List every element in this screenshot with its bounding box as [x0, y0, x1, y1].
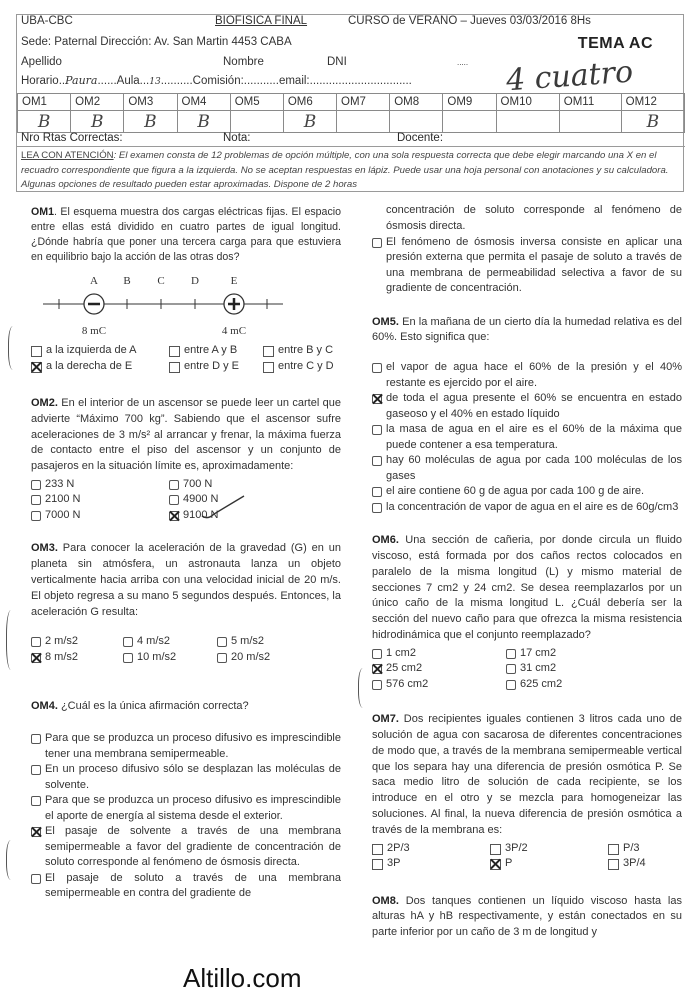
checkbox[interactable]	[372, 844, 383, 855]
checkbox[interactable]	[372, 238, 382, 248]
checkbox[interactable]	[123, 637, 133, 647]
grid-col-om2: OM2	[71, 94, 124, 111]
tema-label: TEMA AC	[577, 35, 653, 52]
handwritten-grade: 4 cuatro	[504, 54, 635, 99]
question-om8-body: Dos tanques contienen un líquido viscoso hasta las alturas hA y hB respectivamente, y están conectados en su parte inferior por un caño de 3 m de longitud y	[372, 894, 682, 939]
exam-title: BIOFISICA FINAL	[215, 15, 308, 27]
horario-label: Horario..	[21, 75, 66, 87]
grid-answer-om1[interactable]: B	[18, 111, 71, 133]
option[interactable]: el aire contiene 60 g de agua por cada 100 g de aire.	[372, 484, 682, 500]
apellido-label: Apellido	[21, 56, 62, 68]
option[interactable]: En un proceso difusivo sólo se desplazan las moléculas de solvente.	[31, 762, 341, 793]
watermark: Altillo.com	[183, 963, 302, 993]
option[interactable]: 7000 N	[31, 508, 159, 524]
dni-label: DNI	[327, 56, 347, 68]
question-om6-options	[372, 646, 682, 693]
question-om7-text	[372, 712, 682, 838]
option-selected[interactable]: El pasaje de solvente a través de una membrana semipermeable a favor del gradiente de concentración de soluto corresponde al fenómeno de ósmosis directa.	[31, 824, 341, 871]
grid-col-om3: OM3	[124, 94, 177, 111]
checkbox[interactable]	[31, 480, 41, 490]
checkbox-checked[interactable]	[372, 664, 382, 674]
grid-col-om6: OM6	[283, 94, 336, 111]
grid-answer-om6[interactable]: B	[283, 111, 336, 133]
checkbox[interactable]	[608, 844, 619, 855]
checkbox[interactable]	[31, 495, 41, 505]
option-selected[interactable]: 8 m/s2	[31, 650, 113, 666]
checkbox-checked[interactable]	[490, 859, 501, 870]
handwritten-bracket	[8, 326, 20, 370]
charge-line-diagram	[31, 271, 321, 349]
option-selected[interactable]: 25 cm2	[372, 661, 496, 677]
option[interactable]: Para que se produzca un proceso difusivo es imprescindible el aporte de energía al sistema desde el exterior.	[31, 793, 341, 824]
question-om4	[31, 699, 341, 901]
checkbox[interactable]	[506, 649, 516, 659]
checkbox-checked[interactable]	[169, 511, 179, 521]
institution: UBA-CBC	[21, 15, 73, 27]
sede-address: Sede: Paternal Dirección: Av. San Martin 4453 CABA	[21, 36, 292, 48]
question-om2-options	[31, 477, 341, 524]
point-label-d: D	[191, 275, 199, 287]
question-om3-options	[31, 634, 341, 665]
score-row	[17, 132, 685, 147]
point-label-a: A	[90, 275, 98, 287]
notice-body: : El examen consta de 12 problemas de opción múltiple, con una sola respuesta correcta que debe elegir marcando una X en el recuadro correspondiente que figura a la izquierda. No se aceptan respuestas en lápiz. Puede usar una hoja personal con anotaciones y su calculadora. Algunas opciones de resultado pueden estar aproximadas. Dispone de 2 horas	[21, 150, 669, 190]
question-om3-label: OM3.	[31, 542, 58, 555]
option[interactable]: 2100 N	[31, 492, 159, 508]
charge-diagram	[31, 271, 341, 349]
notice-lead: LEA CON ATENCIÓN	[21, 150, 114, 161]
option[interactable]: El fenómeno de ósmosis inversa consiste en aplicar una presión externa que permita el pasaje de soluto a través de una membrana de permeabilidad selectiva a favor de su gradiente de concentración.	[372, 235, 682, 297]
handwritten-bracket	[6, 840, 18, 880]
checkbox[interactable]	[169, 480, 179, 490]
option[interactable]: 1 cm2	[372, 646, 496, 662]
right-column	[372, 203, 682, 955]
checkbox[interactable]	[31, 346, 42, 357]
point-label-b: B	[123, 275, 131, 287]
grid-answer-om8[interactable]	[390, 111, 443, 133]
question-om7-options	[372, 841, 682, 872]
checkbox[interactable]	[169, 495, 179, 505]
charge-right-value: 4 mC	[221, 325, 247, 337]
instructions-notice	[17, 148, 685, 194]
question-om1-label: OM1	[31, 206, 54, 218]
checkbox-checked[interactable]	[31, 827, 41, 837]
option[interactable]: 20 m/s2	[217, 650, 307, 666]
grid-col-om7: OM7	[337, 94, 390, 111]
grid-answer-om12[interactable]: B	[621, 111, 684, 133]
docente-label: Docente:	[397, 132, 444, 144]
question-om5-text	[372, 315, 682, 347]
checkbox[interactable]	[372, 487, 382, 497]
grid-answer-om11[interactable]	[559, 111, 621, 133]
option-selected[interactable]: P	[490, 856, 598, 872]
checkbox[interactable]	[372, 456, 382, 466]
point-label-c: C	[157, 275, 165, 287]
question-om5-options	[372, 360, 682, 515]
checkbox[interactable]	[372, 425, 382, 435]
option-selected[interactable]: a la derecha de E	[31, 359, 159, 375]
option[interactable]: entre C y D	[263, 359, 353, 375]
grid-col-om10: OM10	[496, 94, 559, 111]
option[interactable]: la concentración de vapor de agua en el aire es de 60g/cm3	[372, 500, 682, 516]
checkbox[interactable]	[123, 653, 133, 663]
checkbox[interactable]	[490, 844, 501, 855]
answer-grid-header	[18, 94, 685, 111]
question-om4-continued	[372, 203, 682, 297]
option[interactable]: entre A y B	[169, 343, 253, 359]
grid-col-om12: OM12	[621, 94, 684, 111]
question-om4-options	[31, 731, 341, 902]
nombre-label: Nombre	[223, 56, 264, 68]
question-om2	[31, 396, 341, 523]
option[interactable]: entre D y E	[169, 359, 253, 375]
checkbox[interactable]	[31, 637, 41, 647]
option-selected[interactable]: de toda el agua presente el 60% se encuentra en estado gaseoso y el 40% en estado líquido	[372, 391, 682, 422]
question-om5	[372, 315, 682, 516]
option[interactable]: 5 m/s2	[217, 634, 307, 650]
nota-label: Nota:	[223, 132, 251, 144]
option[interactable]: 700 N	[169, 477, 309, 493]
question-om1-text	[31, 205, 341, 265]
option[interactable]: 31 cm2	[506, 661, 646, 677]
checkbox[interactable]	[372, 363, 382, 373]
grid-answer-om10[interactable]	[496, 111, 559, 133]
option[interactable]: Para que se produzca un proceso difusivo es imprescindible tener una membrana semipermeable.	[31, 731, 341, 762]
option[interactable]: 576 cm2	[372, 677, 496, 693]
horario-row	[21, 74, 412, 87]
option[interactable]: 2P/3	[372, 841, 480, 857]
option[interactable]: 4 m/s2	[123, 634, 207, 650]
grid-col-om5: OM5	[230, 94, 283, 111]
grid-col-om4: OM4	[177, 94, 230, 111]
question-om8-text	[372, 894, 682, 941]
checkbox[interactable]	[506, 680, 516, 690]
question-om2-body: En el interior de un ascensor se puede leer un cartel que advierte “Máximo 700 kg”. Sabiendo que el ascensor sufre aceleraciones de 3 m/s² al arrancar y frenar, la máxima fuerza de contacto entre el piso del ascensor y un conjunto de pasajeros en la situación límite es, aproximadamente:	[31, 397, 341, 473]
question-om4-continued-text: concentración de soluto corresponde al fenómeno de ósmosis directa.	[386, 204, 682, 232]
checkbox[interactable]	[31, 511, 41, 521]
checkbox[interactable]	[31, 765, 41, 775]
option[interactable]: el vapor de agua hace el 60% de la presión y el 40% restante es ejercido por el aire.	[372, 360, 682, 391]
question-om5-label: OM5.	[372, 315, 399, 328]
option[interactable]: P/3	[608, 841, 688, 857]
question-om5-body: En la mañana de un cierto día la humedad relativa es del 60%. Esto significa que:	[372, 315, 682, 344]
checkbox-checked[interactable]	[372, 394, 382, 404]
course-info: CURSO de VERANO – Jueves 03/03/2016 8Hs	[348, 15, 591, 27]
question-om8-label: OM8.	[372, 894, 399, 907]
question-om3-body: Para conocer la aceleración de la gravedad (G) en un planeta sin atmósfera, un astronauta lanza un objeto verticalmente hacia arriba con una velocidad inicial de 20 m/s. El objeto regresa a su mano 5 segundos después. Entonces, la aceleración G resulta:	[31, 542, 341, 618]
option[interactable]: 17 cm2	[506, 646, 646, 662]
option[interactable]: la masa de agua en el aire es el 60% de la máxima que puede contener a esa temperatura.	[372, 422, 682, 453]
option[interactable]: El pasaje de soluto a través de una membrana semipermeable en contra del gradiente de	[31, 871, 341, 902]
checkbox[interactable]	[372, 503, 382, 513]
checkbox-checked[interactable]	[31, 653, 41, 663]
negative-charge-icon	[84, 294, 104, 314]
checkbox[interactable]	[608, 859, 619, 870]
question-om4-label: OM4.	[31, 700, 58, 713]
checkbox[interactable]	[506, 664, 516, 674]
question-om3	[31, 541, 341, 665]
dni-dots: .....	[457, 58, 469, 67]
question-om7-label: OM7.	[372, 713, 399, 726]
option[interactable]: entre B y C	[263, 343, 353, 359]
checkbox[interactable]	[31, 874, 41, 884]
checkbox[interactable]	[31, 796, 41, 806]
checkbox[interactable]	[372, 649, 382, 659]
question-om7	[372, 712, 682, 871]
question-om6-text	[372, 533, 682, 644]
checkbox[interactable]	[217, 637, 227, 647]
checkbox[interactable]	[217, 653, 227, 663]
question-om6	[372, 533, 682, 692]
charge-left-value: 8 mC	[81, 325, 107, 337]
checkbox-checked[interactable]	[31, 362, 42, 373]
option[interactable]: 3P	[372, 856, 480, 872]
aula-label: ......Aula...	[97, 75, 150, 87]
handwritten-check-icon	[200, 494, 248, 520]
question-om6-label: OM6.	[372, 534, 399, 547]
checkbox[interactable]	[372, 680, 382, 690]
grid-col-om11: OM11	[559, 94, 621, 111]
checkbox[interactable]	[31, 734, 41, 744]
answer-grid	[17, 93, 685, 133]
question-om1-body: . El esquema muestra dos cargas eléctricas fijas. El espacio entre ellas está dividido en cuatro partes de igual longitud. ¿Dónde habría que poner una tercera carga para que estuviera en equilibrio bajo la acción de las otras dos?	[31, 206, 341, 263]
grid-answer-om9[interactable]	[443, 111, 496, 133]
question-om7-body: Dos recipientes iguales contienen 3 litros cada uno de solución de agua con sacarosa de diferentes concentraciones de modo que, a través de la membrana semipermeable vertical que los separa hay una diferencia de presión osmótica P. Se saca medio litro de solución de cada recipiente, se los introduce en el otro y se mezcla para homogeneizar las soluciones. Al final, la nueva diferencia de presión osmótica a través de la membrana es:	[372, 713, 682, 836]
point-label-e: E	[230, 275, 238, 287]
option-selected[interactable]: 9100 N	[169, 508, 309, 524]
checkbox[interactable]	[263, 362, 274, 373]
question-om6-body: Una sección de cañeria, por donde circula un fluido viscoso, está formada por dos caños rectos colocados en paralelo de la misma longitud (L) y mismo material de secciones 7 cm2 y 24 cm2. Se desea reemplazarlos por un único caño de la misma longitud L. ¿Cuál debería ser la sección del nuevo caño para que ofrezca la misma resistencia hidrodinámica que el conjunto reemplazado?	[372, 534, 682, 641]
question-om1	[31, 205, 341, 374]
grid-answer-om3[interactable]: B	[124, 111, 177, 133]
positive-charge-icon	[224, 294, 244, 314]
left-column	[31, 205, 341, 916]
comision-email-label: ..........Comisión:...........email:................................	[160, 75, 412, 87]
checkbox[interactable]	[263, 346, 274, 357]
option[interactable]: 2 m/s2	[31, 634, 113, 650]
checkbox[interactable]	[372, 859, 383, 870]
grid-col-om1: OM1	[18, 94, 71, 111]
option[interactable]: 4900 N	[169, 492, 309, 508]
exam-header	[16, 14, 684, 192]
option[interactable]: a la izquierda de A	[31, 343, 159, 359]
option[interactable]: 3P/2	[490, 841, 598, 857]
option[interactable]: 10 m/s2	[123, 650, 207, 666]
option[interactable]: 233 N	[31, 477, 159, 493]
checkbox[interactable]	[169, 346, 180, 357]
question-om3-text	[31, 541, 341, 620]
grid-answer-om2[interactable]: B	[71, 111, 124, 133]
correctas-label: Nro Rtas Correctas:	[21, 132, 123, 144]
grid-col-om9: OM9	[443, 94, 496, 111]
option[interactable]: 625 cm2	[506, 677, 646, 693]
handwritten-bracket	[358, 668, 370, 708]
grid-answer-om7[interactable]	[337, 111, 390, 133]
question-om8	[372, 894, 682, 941]
question-om4-continued-options	[372, 235, 682, 297]
grid-answer-om5[interactable]	[230, 111, 283, 133]
question-om2-label: OM2.	[31, 397, 58, 409]
option[interactable]: 3P/4	[608, 856, 688, 872]
question-om4-body: ¿Cuál es la única afirmación correcta?	[57, 700, 249, 713]
horario-value: Paura	[65, 74, 98, 87]
question-om2-text	[31, 396, 341, 475]
answer-grid-answers	[18, 111, 685, 133]
checkbox[interactable]	[169, 362, 180, 373]
aula-value: 13	[149, 77, 161, 87]
handwritten-bracket	[6, 610, 18, 670]
question-om4-text	[31, 699, 341, 715]
grid-col-om8: OM8	[390, 94, 443, 111]
grid-answer-om4[interactable]: B	[177, 111, 230, 133]
option[interactable]: hay 60 moléculas de agua por cada 100 moléculas de los gases	[372, 453, 682, 484]
